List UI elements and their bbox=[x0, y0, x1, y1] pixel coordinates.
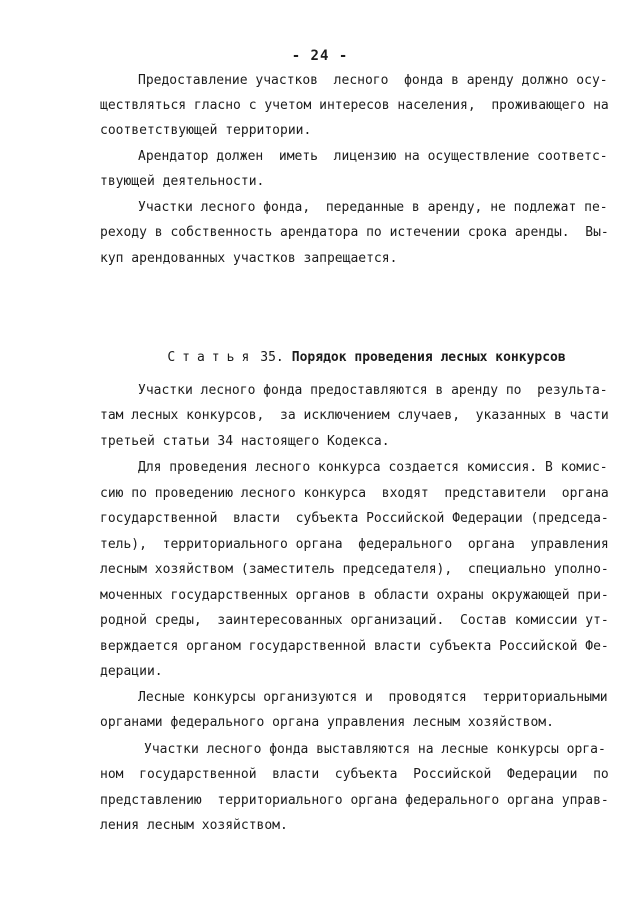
article-number: 35. bbox=[260, 350, 284, 365]
text-line: реходу в собственность арендатора по истечении срока аренды. Вы- bbox=[100, 225, 609, 240]
text-line: куп арендованных участков запрещается. bbox=[100, 251, 398, 266]
text-line: Участки лесного фонда выставляются на лесные конкурсы орга- bbox=[144, 742, 606, 757]
article-heading bbox=[136, 331, 566, 385]
article-label: Статья bbox=[167, 350, 257, 365]
text-line: Участки лесного фонда предоставляются в аренду по результа- bbox=[138, 383, 608, 398]
text-line: дерации. bbox=[100, 664, 163, 679]
text-line: твующей деятельности. bbox=[100, 174, 265, 189]
text-line: моченных государственных органов в области охраны окружающей при- bbox=[100, 588, 609, 603]
text-line: Участки лесного фонда, переданные в аренду, не подлежат пе- bbox=[138, 200, 608, 215]
text-line: родной среды, заинтересованных организаций. Состав комиссии ут- bbox=[100, 613, 609, 628]
text-line: представлению территориального органа федерального органа управ- bbox=[100, 793, 609, 808]
text-line: тель), территориального органа федерального органа управления bbox=[100, 537, 609, 552]
text-line: третьей статьи 34 настоящего Кодекса. bbox=[100, 434, 390, 449]
text-line: верждается органом государственной власти субъекта Российской Фе- bbox=[100, 639, 609, 654]
text-line: соответствующей территории. bbox=[100, 123, 312, 138]
text-line: лесным хозяйством (заместитель председателя), специально уполно- bbox=[100, 562, 609, 577]
text-line: ществляться гласно с учетом интересов населения, проживающего на bbox=[100, 98, 609, 113]
text-line: Для проведения лесного конкурса создается комиссия. В комис- bbox=[138, 460, 608, 475]
text-line: органами федерального органа управления лесным хозяйством. bbox=[100, 715, 554, 730]
text-line: Предоставление участков лесного фонда в аренду должно осу- bbox=[138, 73, 608, 88]
page-number: - 24 - bbox=[291, 48, 349, 64]
text-line: ном государственной власти субъекта Российской Федерации по bbox=[100, 767, 609, 782]
text-line: Арендатор должен иметь лицензию на осуществление соответс- bbox=[138, 149, 608, 164]
text-line: государственной власти субъекта Российской Федерации (председа- bbox=[100, 511, 609, 526]
article-title: Порядок проведения лесных конкурсов bbox=[291, 350, 566, 365]
text-line: ления лесным хозяйством. bbox=[100, 818, 288, 833]
text-line: Лесные конкурсы организуются и проводятся территориальными bbox=[138, 690, 608, 705]
text-line: там лесных конкурсов, за исключением случаев, указанных в части bbox=[100, 408, 609, 423]
text-line: сию по проведению лесного конкурса входят представители органа bbox=[100, 486, 609, 501]
